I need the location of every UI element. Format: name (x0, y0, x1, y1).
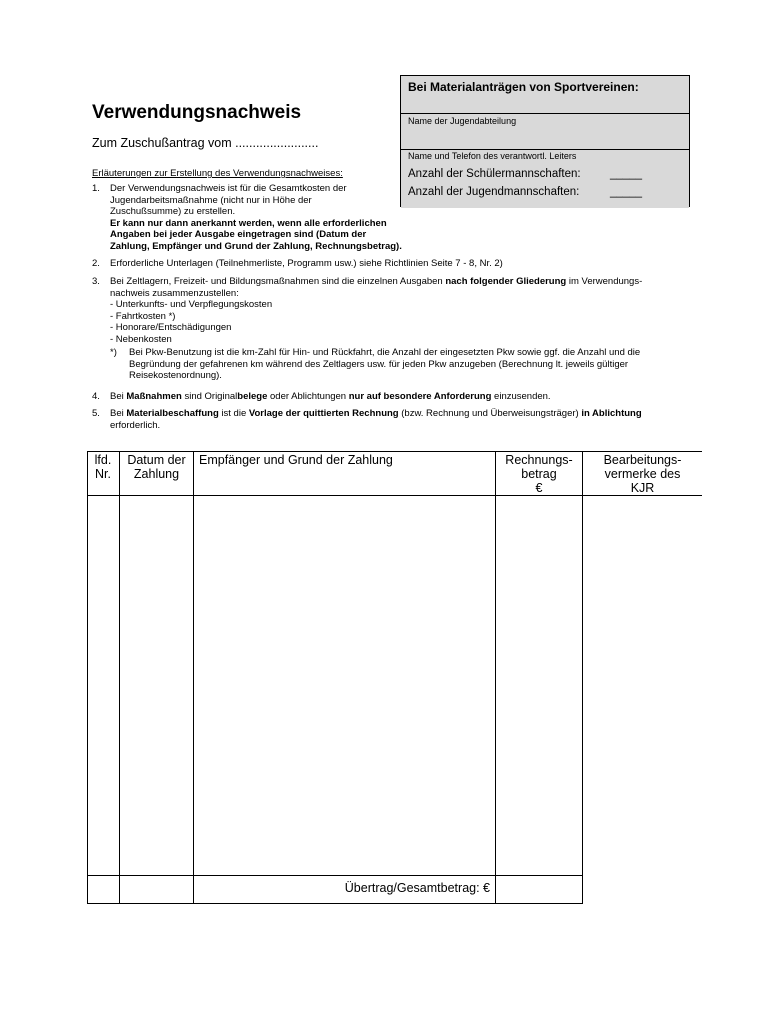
total-label: Übertrag/Gesamtbetrag: € (344, 881, 490, 895)
schueler-label: Anzahl der Schülermannschaften: (408, 168, 581, 180)
jugend-blank[interactable]: _____ (610, 186, 642, 198)
item-text (110, 276, 702, 345)
info-box-title: Bei Materialanträgen von Sportvereinen: (408, 80, 639, 94)
header-line: vermerke des (604, 467, 681, 481)
item-text-part: oder Ablichtungen (267, 391, 349, 402)
total-amount-field[interactable] (496, 876, 582, 903)
info-box-title-row (401, 76, 689, 114)
item-text-part: Bei Zeltlagern, Freizeit- und Bildungsmaßnahmen sind die einzelnen Ausgaben (110, 276, 446, 287)
item-text-part: Bei (110, 408, 127, 419)
erlaeuterungen-heading: Erläuterungen zur Erstellung des Verwendungsnachweises: (92, 168, 343, 179)
header-line: Bearbeitungs- (603, 453, 682, 467)
item-line: Der Verwendungsnachweis ist für die Gesamtkosten der (110, 183, 347, 194)
header-line: € (535, 481, 543, 495)
page-title: Verwendungsnachweis (92, 102, 302, 123)
item-text (110, 391, 702, 403)
item-line: - Nebenkosten (110, 333, 172, 345)
jugendabteilung-field[interactable] (401, 114, 689, 150)
zuschussantrag-line[interactable]: Zum Zuschußantrag vom ........................ (92, 136, 319, 150)
col-header-lfd-nr (87, 453, 119, 481)
table-top-border (87, 451, 702, 452)
header-line: Zahlung (133, 467, 180, 481)
table-col-divider (582, 451, 583, 904)
item-number: 5. (92, 408, 100, 419)
item-text (110, 408, 702, 431)
item-bold-part: nur auf besondere Anforderung (348, 391, 492, 402)
header-line: Rechnungs- (505, 453, 573, 467)
item-number: 2. (92, 258, 100, 269)
item-bold-part: in Ablichtung (581, 408, 642, 419)
item-text-part: im Verwendungs- (566, 276, 643, 287)
col-header-datum (120, 453, 193, 481)
table-entry-area[interactable] (88, 496, 582, 875)
footnote-text (129, 347, 702, 382)
item-line: - Honorare/Entschädigungen (110, 322, 232, 333)
header-line: Nr. (95, 467, 111, 481)
header-line: betrag (521, 467, 557, 481)
footnote-line: Begründung der gefahrenen km während des Zeltlagers usw. für jeden Pkw anzugeben (Berechnung lt. jeweils gültiger (129, 358, 629, 370)
col-header-empfaenger: Empfänger und Grund der Zahlung (199, 453, 393, 467)
item-bold-part: nach folgender Gliederung (445, 276, 567, 287)
item-line: - Fahrtkosten *) (110, 310, 176, 322)
item-line: - Unterkunfts- und Verpflegungskosten (110, 299, 273, 310)
item-line: erforderlich. (110, 419, 161, 431)
item-text-part: ist die (218, 408, 249, 419)
item-bold-line: Er kann nur dann anerkannt werden, wenn alle erforderlichen (110, 217, 387, 229)
item-text-part: Bei (110, 391, 127, 402)
table-bottom-border (87, 903, 583, 904)
item-number: 4. (92, 391, 100, 402)
header-line: lfd. (94, 453, 112, 467)
leiter-label: Name und Telefon des verantwortl. Leiters (408, 151, 577, 161)
item-text-part: einzusenden. (491, 391, 551, 402)
item-bold-part: Maßnahmen (126, 391, 182, 402)
item-line: Zuschußsumme) zu erstellen. (110, 206, 236, 217)
item-text-part: (bzw. Rechnung und Überweisungsträger) (398, 408, 582, 419)
item-number: 3. (92, 276, 100, 287)
footnote-mark: *) (110, 347, 117, 358)
item-text-part: sind Original (181, 391, 238, 402)
item-text (110, 183, 702, 252)
item-text: Erforderliche Unterlagen (Teilnehmerliste, Programm usw.) siehe Richtlinien Seite 7 - 8, Nr. 2) (110, 258, 503, 269)
item-number: 1. (92, 183, 100, 194)
footnote-line: Reisekostenordnung). (129, 370, 222, 381)
item-bold-part: Vorlage der quittierten Rechnung (248, 408, 399, 419)
header-line: KJR (630, 481, 655, 495)
jugendabteilung-label: Name der Jugendabteilung (408, 116, 517, 126)
item-bold-part: belege (237, 391, 268, 402)
footnote-line: Bei Pkw-Benutzung ist die km-Zahl für Hin- und Rückfahrt, die Anzahl der eingesetzten Pkw sowie ggf. die Anzahl und die (129, 347, 641, 358)
schueler-blank[interactable]: _____ (610, 168, 642, 180)
item-line: Jugendarbeitsmaßnahme (nicht nur in Höhe der (110, 194, 312, 206)
payments-table (87, 451, 702, 904)
col-header-rechnungsbetrag (496, 453, 582, 495)
col-header-bearbeitungsvermerke (583, 453, 702, 495)
item-line: nachweis zusammenzustellen: (110, 287, 239, 299)
item-bold-line: Angaben bei jeder Ausgabe eingetragen sind (Datum der (110, 229, 367, 240)
item-bold-line: Zahlung, Empfänger und Grund der Zahlung, Rechnungsbetrag). (110, 240, 402, 252)
item-bold-part: Materialbeschaffung (126, 408, 219, 419)
header-line: Datum der (127, 453, 186, 467)
jugend-label: Anzahl der Jugendmannschaften: (408, 186, 580, 198)
